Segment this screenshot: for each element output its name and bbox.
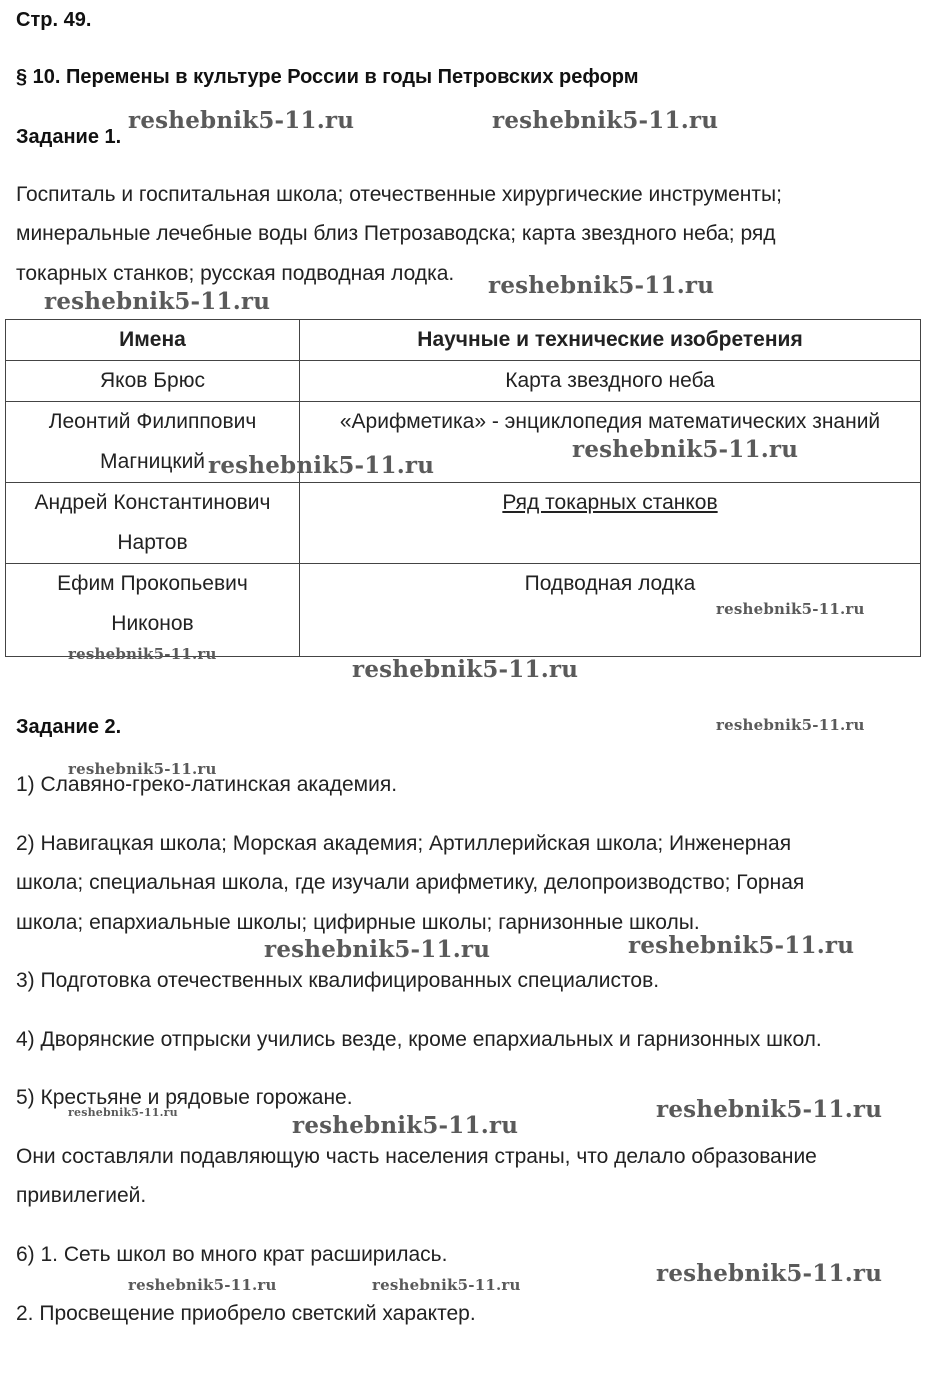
watermark: reshebnik5-11.ru — [492, 107, 719, 134]
watermark: reshebnik5-11.ru — [352, 656, 579, 683]
answer-6: 6) 1. Сеть школ во много крат расширилась. — [16, 1243, 448, 1266]
task1-title: Задание 1. — [16, 126, 122, 148]
column-header-names: Имена — [6, 320, 300, 361]
task1-line: токарных станков; русская подводная лодка. — [16, 262, 455, 285]
table-row — [6, 361, 921, 402]
answer-6-line: 2. Просвещение приобрело светский характер. — [16, 1302, 476, 1325]
invention-cell: Карта звездного неба — [300, 361, 921, 402]
invention-cell: «Арифметика» - энциклопедия математических знаний — [300, 402, 921, 483]
name-cell: Ефим Прокопьевич Никонов — [6, 564, 300, 657]
watermark: reshebnik5-11.ru — [572, 436, 799, 463]
watermark: reshebnik5-11.ru — [128, 1276, 277, 1294]
answer-4: 4) Дворянские отпрыски учились везде, кроме епархиальных и гарнизонных школ. — [16, 1028, 822, 1051]
answer-1: 1) Славяно-греко-латинская академия. — [16, 773, 398, 796]
answer-5-line: привилегией. — [16, 1184, 147, 1207]
watermark: reshebnik5-11.ru — [372, 1276, 521, 1294]
name-cell: Леонтий Филиппович Магницкий — [6, 402, 300, 483]
name-cell: Яков Брюс — [6, 361, 300, 402]
answer-2-line: школа; епархиальные школы; цифирные школы; гарнизонные школы. — [16, 911, 700, 934]
answer-5-line: Они составляли подавляющую часть населения страны, что делало образование — [16, 1145, 817, 1168]
table-header-row — [6, 320, 921, 361]
watermark: reshebnik5-11.ru — [208, 452, 435, 479]
watermark: reshebnik5-11.ru — [68, 1106, 178, 1119]
answer-2-line: 2) Навигацкая школа; Морская академия; Артиллерийская школа; Инженерная — [16, 832, 792, 855]
name-cell: Андрей Константинович Нартов — [6, 483, 300, 564]
watermark: reshebnik5-11.ru — [656, 1260, 883, 1287]
watermark: reshebnik5-11.ru — [68, 645, 217, 663]
watermark: reshebnik5-11.ru — [488, 272, 715, 299]
answer-3: 3) Подготовка отечественных квалифицированных специалистов. — [16, 969, 660, 992]
watermark: reshebnik5-11.ru — [44, 288, 271, 315]
watermark: reshebnik5-11.ru — [68, 760, 217, 778]
task2-title: Задание 2. — [16, 716, 122, 738]
watermark: reshebnik5-11.ru — [716, 716, 865, 734]
column-header-inventions: Научные и технические изобретения — [300, 320, 921, 361]
watermark: reshebnik5-11.ru — [656, 1096, 883, 1123]
answer-2-line: школа; специальная школа, где изучали арифметику, делопроизводство; Горная — [16, 871, 805, 894]
watermark: reshebnik5-11.ru — [128, 107, 355, 134]
watermark: reshebnik5-11.ru — [628, 932, 855, 959]
task1-line: Госпиталь и госпитальная школа; отечественные хирургические инструменты; — [16, 183, 782, 206]
watermark: reshebnik5-11.ru — [264, 936, 491, 963]
answer-5: 5) Крестьяне и рядовые горожане. — [16, 1086, 353, 1109]
section-heading: § 10. Перемены в культуре России в годы Петровских реформ — [16, 66, 639, 88]
task1-line: минеральные лечебные воды близ Петрозаводска; карта звездного неба; ряд — [16, 222, 776, 245]
invention-cell: Подводная лодка — [300, 564, 921, 657]
table-row — [6, 483, 921, 564]
page-number: Стр. 49. — [16, 9, 92, 31]
invention-cell: Ряд токарных станков — [300, 483, 921, 564]
watermark: reshebnik5-11.ru — [292, 1112, 519, 1139]
watermark: reshebnik5-11.ru — [716, 600, 865, 618]
